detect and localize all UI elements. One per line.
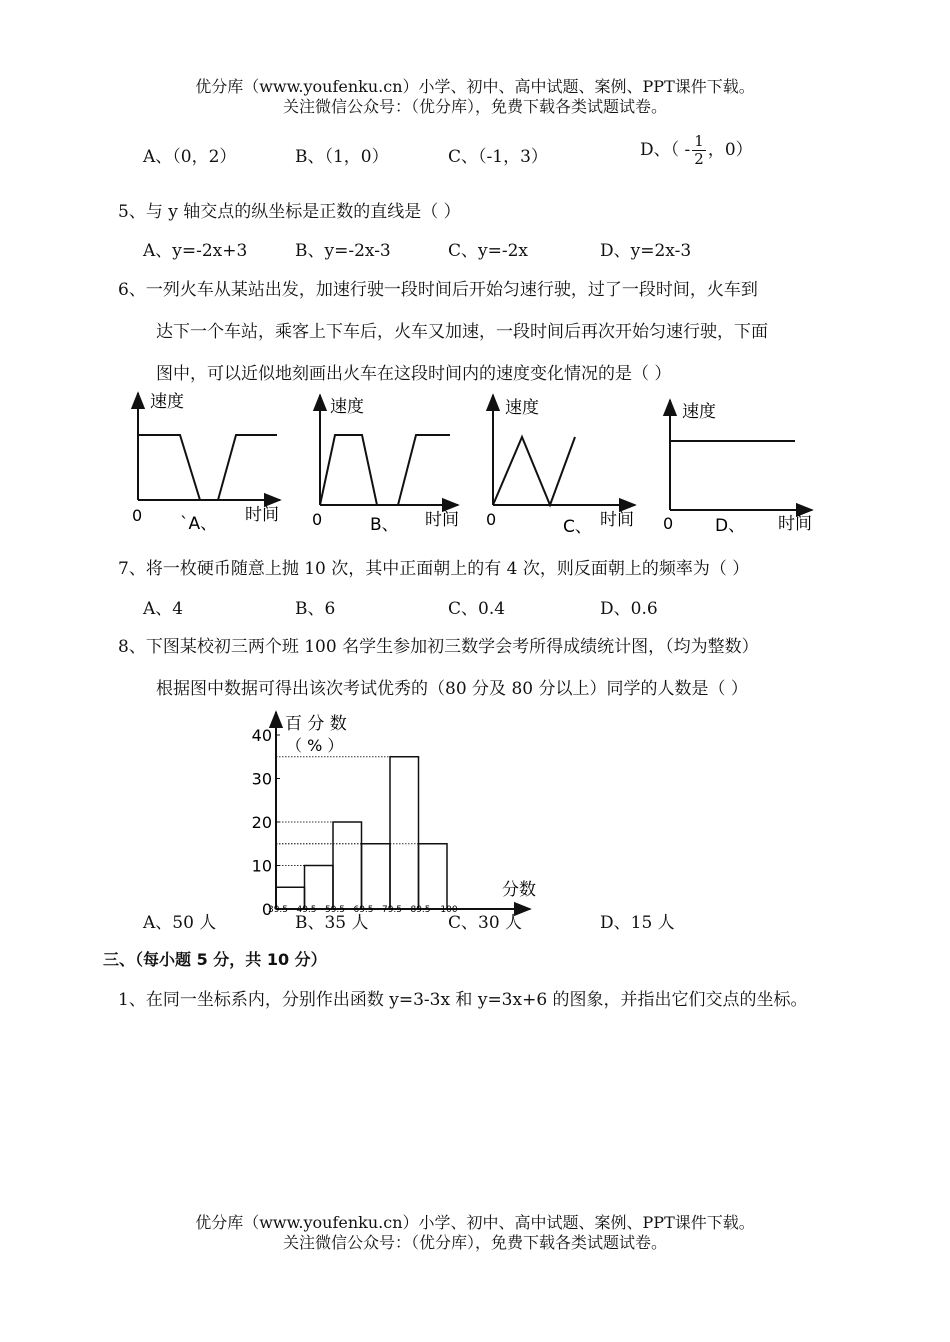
- histogram-guide-lines: [276, 757, 419, 866]
- histogram-x-tick-label: 69.5: [353, 905, 374, 915]
- q5-option-b: B、y=-2x-3: [295, 241, 391, 261]
- graph-a-curve: [138, 435, 277, 500]
- graph-d: [663, 400, 812, 536]
- q4-option-d-fraction: [692, 133, 706, 168]
- q6-line-3: 图中，可以近似地刻画出火车在这段时间内的速度变化情况的是（ ）: [156, 364, 672, 384]
- q4-option-d-suffix: ，0）: [707, 140, 753, 160]
- fraction-denominator: 2: [694, 150, 704, 168]
- q5-option-d: D、y=2x-3: [600, 241, 692, 261]
- graph-c: [486, 395, 635, 537]
- histogram-x-tick-label: 100: [440, 905, 458, 915]
- graph-a-option: `A、: [180, 514, 218, 534]
- histogram-x-tick-label: 79.5: [381, 905, 403, 915]
- q4-option-d: [640, 132, 753, 168]
- histogram-x-tick-label: 59.5: [324, 905, 346, 915]
- graph-a: [132, 392, 280, 534]
- q5-option-a: A、y=-2x+3: [143, 241, 248, 261]
- q7-option-a: A、4: [143, 599, 184, 619]
- histogram-x-tick-label: 89.5: [410, 905, 431, 915]
- section-3-title: 三、（每小题 5 分，共 10 分）: [103, 950, 327, 969]
- histogram-xlabel: 分数: [502, 880, 536, 900]
- histogram-y-tick-label: 20: [251, 813, 272, 832]
- graph-c-origin: 0: [486, 510, 497, 529]
- graph-a-ylabel: 速度: [150, 392, 184, 412]
- q8-option-b: B、35 人: [295, 913, 369, 933]
- q8-option-c: C、30 人: [448, 913, 523, 933]
- q4-option-d-prefix: D、（ -: [640, 140, 691, 160]
- histogram-x-tick-label: 49.5: [296, 905, 317, 915]
- graph-a-origin: 0: [132, 506, 143, 525]
- q8-option-a: A、50 人: [143, 913, 217, 933]
- section-3-q1: 1、在同一坐标系内，分别作出函数 y=3-3x 和 y=3x+6 的图象，并指出它们交点的坐标。: [118, 990, 808, 1010]
- q4-option-b: B、（1，0）: [295, 147, 389, 167]
- fraction-numerator: 1: [694, 132, 704, 150]
- graph-d-xlabel: 时间: [778, 514, 812, 534]
- histogram-ylabel: 百 分 数: [285, 714, 347, 734]
- graph-b: [312, 395, 459, 535]
- graph-d-ylabel: 速度: [682, 402, 716, 422]
- graph-c-xlabel: 时间: [600, 510, 634, 530]
- q7-option-b: B、6: [295, 599, 336, 619]
- graph-b-xlabel: 时间: [425, 510, 459, 530]
- header-line-2: 关注微信公众号：（优分库），免费下载各类试题试卷。: [282, 97, 667, 116]
- footer-line-1: 优分库（www.youfenku.cn）小学、初中、高中试题、案例、PPT课件下载。: [195, 1213, 755, 1232]
- q7-stem: 7、将一枚硬币随意上抛 10 次，其中正面朝上的有 4 次，则反面朝上的频率为（ ）: [118, 559, 750, 579]
- histogram-y-tick-label: 0: [261, 900, 272, 919]
- q6-line-1: 6、一列火车从某站出发，加速行驶一段时间后开始匀速行驶，过了一段时间，火车到: [118, 280, 758, 300]
- q5-option-c: C、y=-2x: [448, 241, 529, 261]
- histogram-bar: [305, 866, 334, 910]
- histogram-bar: [419, 844, 448, 909]
- header-line-1: 优分库（www.youfenku.cn）小学、初中、高中试题、案例、PPT课件下载。: [195, 77, 755, 96]
- q8-option-d: D、15 人: [600, 913, 675, 933]
- graph-c-curve: [493, 437, 575, 505]
- graph-c-ylabel: 速度: [505, 398, 539, 418]
- footer-line-2: 关注微信公众号：（优分库），免费下载各类试题试卷。: [282, 1233, 667, 1252]
- histogram-bar: [390, 757, 419, 909]
- histogram-bar: [333, 822, 362, 909]
- q6-graphs: [0, 385, 950, 545]
- graph-b-curve: [320, 435, 450, 505]
- histogram-x-tick-label: 39.5: [267, 905, 289, 915]
- q4-option-c: C、（-1，3）: [448, 147, 548, 167]
- histogram-bar: [362, 844, 391, 909]
- graph-b-option: B、: [370, 515, 399, 535]
- q7-option-c: C、0.4: [448, 599, 506, 619]
- q8-line-2: 根据图中数据可得出该次考试优秀的（80 分及 80 分以上）同学的人数是（ ）: [156, 679, 748, 699]
- graph-b-ylabel: 速度: [330, 397, 364, 417]
- histogram-bars: [276, 757, 447, 909]
- q8-histogram: [0, 700, 950, 925]
- graph-a-xlabel: 时间: [245, 505, 279, 525]
- q4-option-a: A、（0，2）: [143, 147, 237, 167]
- histogram-ylabel-unit: （ % ）: [286, 736, 344, 755]
- graph-c-option: C、: [563, 517, 592, 537]
- q8-line-1: 8、下图某校初三两个班 100 名学生参加初三数学会考所得成绩统计图，（均为整数）: [118, 637, 759, 657]
- graph-d-option: D、: [715, 516, 746, 536]
- q5-stem: 5、与 y 轴交点的纵坐标是正数的直线是（ ）: [118, 202, 461, 222]
- graph-d-origin: 0: [663, 514, 674, 533]
- graph-b-origin: 0: [312, 510, 323, 529]
- histogram-y-tick-label: 10: [251, 856, 272, 876]
- histogram-y-tick-label: 40: [251, 726, 272, 745]
- q6-line-2: 达下一个车站，乘客上下车后，火车又加速，一段时间后再次开始匀速行驶，下面: [156, 322, 768, 342]
- histogram-y-tick-label: 30: [251, 769, 272, 789]
- q7-option-d: D、0.6: [600, 599, 658, 619]
